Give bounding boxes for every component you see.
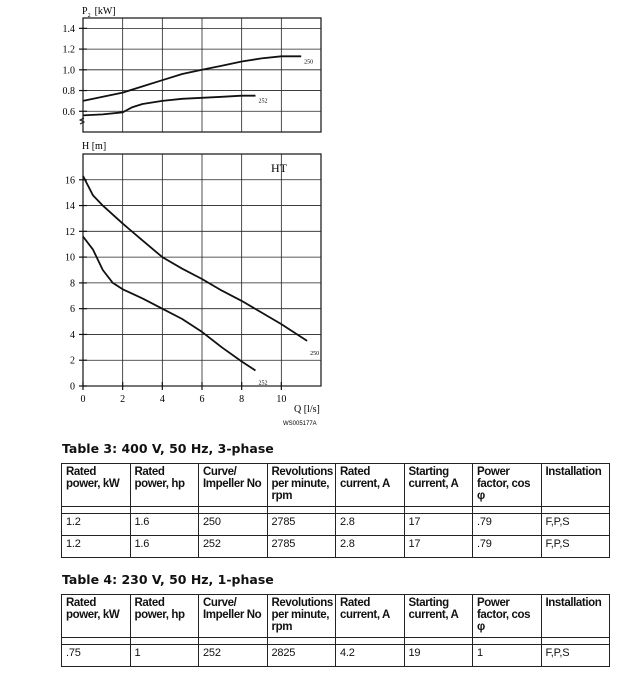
head-y-tick-label: 0 [70,381,75,393]
table4-header-cell: Rated power, kW [62,595,131,638]
table4-header-row [62,595,610,638]
table3-header-cell: Rated power, kW [62,464,131,507]
head-y-tick-label: 12 [65,226,75,238]
head-y-tick-label: 14 [65,201,75,213]
table4-header-cell: Curve/ Impeller No [199,595,268,638]
table-cell: .79 [473,536,542,558]
table-cell: 1.6 [130,514,199,536]
table-cell: .79 [473,514,542,536]
head-x-tick-label: 4 [159,394,165,405]
table4-header-cell: Rated power, hp [130,595,199,638]
power-y-tick-label: 0.6 [62,106,75,118]
head-series-labels [259,351,320,387]
head-y-tick-label: 8 [70,278,75,290]
table3-header-cell: Rated power, hp [130,464,199,507]
head-series-line-252 [83,237,256,371]
power-ylabel-unit: [kW] [94,6,116,17]
table4-header-cell: Installation [541,595,610,638]
table3-header-cell: Rated current, A [336,464,405,507]
table-cell: .75 [62,645,131,667]
head-grid [83,154,321,386]
head-x-tick-label: 10 [276,394,287,405]
head-series-label-250: 250 [310,350,320,357]
head-series-line-250 [83,176,307,341]
power-grid [83,18,321,132]
power-ylabel-sub: 2 [87,13,91,19]
table-cell: 1 [130,645,199,667]
table3-header-row [62,464,610,507]
head-y-ticks [65,175,87,392]
power-y-tick-label: 1.2 [62,44,75,56]
head-x-tick-label: 8 [239,394,245,405]
head-series-label-252: 252 [258,380,268,387]
table-cell: 1.2 [62,514,131,536]
table4-header-cell: Power factor, cos φ [473,595,542,638]
power-y-tick-label: 1.0 [62,65,75,77]
table-cell: 1.6 [130,536,199,558]
table-spacer-row [62,507,610,514]
power-ylabel-main: P [82,6,88,17]
table4-title: Table 4: 230 V, 50 Hz, 1-phase [62,572,274,587]
head-series [83,176,307,371]
head-ylabel: H [m] [82,141,107,152]
table-cell: F,P,S [541,536,610,558]
table3-header-cell: Power factor, cos φ [473,464,542,507]
table-cell: F,P,S [541,514,610,536]
table4-header-cell: Starting current, A [404,595,473,638]
table-cell: F,P,S [541,645,610,667]
head-y-tick-label: 4 [70,329,75,341]
table-cell: 17 [404,514,473,536]
head-annotation-ht: HT [271,161,287,175]
head-x-tick-label: 2 [120,394,126,405]
head-y-tick-label: 16 [65,175,75,187]
table3-header-cell: Starting current, A [404,464,473,507]
table-cell: 1.2 [62,536,131,558]
table-cell: 2785 [267,536,336,558]
power-series-labels [259,59,314,104]
head-xlabel: Q [l/s] [294,404,320,415]
power-series-label-252: 252 [258,98,268,105]
head-y-tick-label: 6 [70,304,75,316]
table-cell: 252 [199,645,268,667]
power-series-line-250 [83,56,301,101]
table3 [61,463,610,558]
head-x-tick-label: 6 [199,394,205,405]
power-ylabel [82,6,116,19]
power-series-line-252 [83,96,256,116]
table3-header-cell: Curve/ Impeller No [199,464,268,507]
power-y-tick-label: 0.8 [62,86,75,98]
table4-header-cell: Rated current, A [336,595,405,638]
table-cell: 1 [473,645,542,667]
table4-header-cell: Revolutions per minute, rpm [267,595,336,638]
power-y-tick-label: 1.4 [62,23,75,35]
table-cell: 4.2 [336,645,405,667]
table3-header-cell: Installation [541,464,610,507]
table-cell: 17 [404,536,473,558]
table-cell: 2.8 [336,536,405,558]
head-y-tick-label: 2 [70,355,75,367]
table-cell: 250 [199,514,268,536]
table-cell: 2785 [267,514,336,536]
power-chart [63,6,322,132]
table-cell: 2.8 [336,514,405,536]
table-row [62,536,610,558]
power-series-label-250: 250 [304,59,314,66]
table4 [61,594,610,667]
head-y-tick-label: 10 [65,252,75,264]
table-cell: 19 [404,645,473,667]
table-cell: 2825 [267,645,336,667]
head-chart [65,141,321,427]
table-row [62,645,610,667]
table3-title: Table 3: 400 V, 50 Hz, 3-phase [62,441,274,456]
table3-header-cell: Revolutions per minute, rpm [267,464,336,507]
table-cell: 252 [199,536,268,558]
head-x-tick-label: 0 [80,394,86,405]
figure-code: WS005177A [283,421,317,427]
table-spacer-row [62,638,610,645]
power-series [83,56,301,115]
table-row [62,514,610,536]
